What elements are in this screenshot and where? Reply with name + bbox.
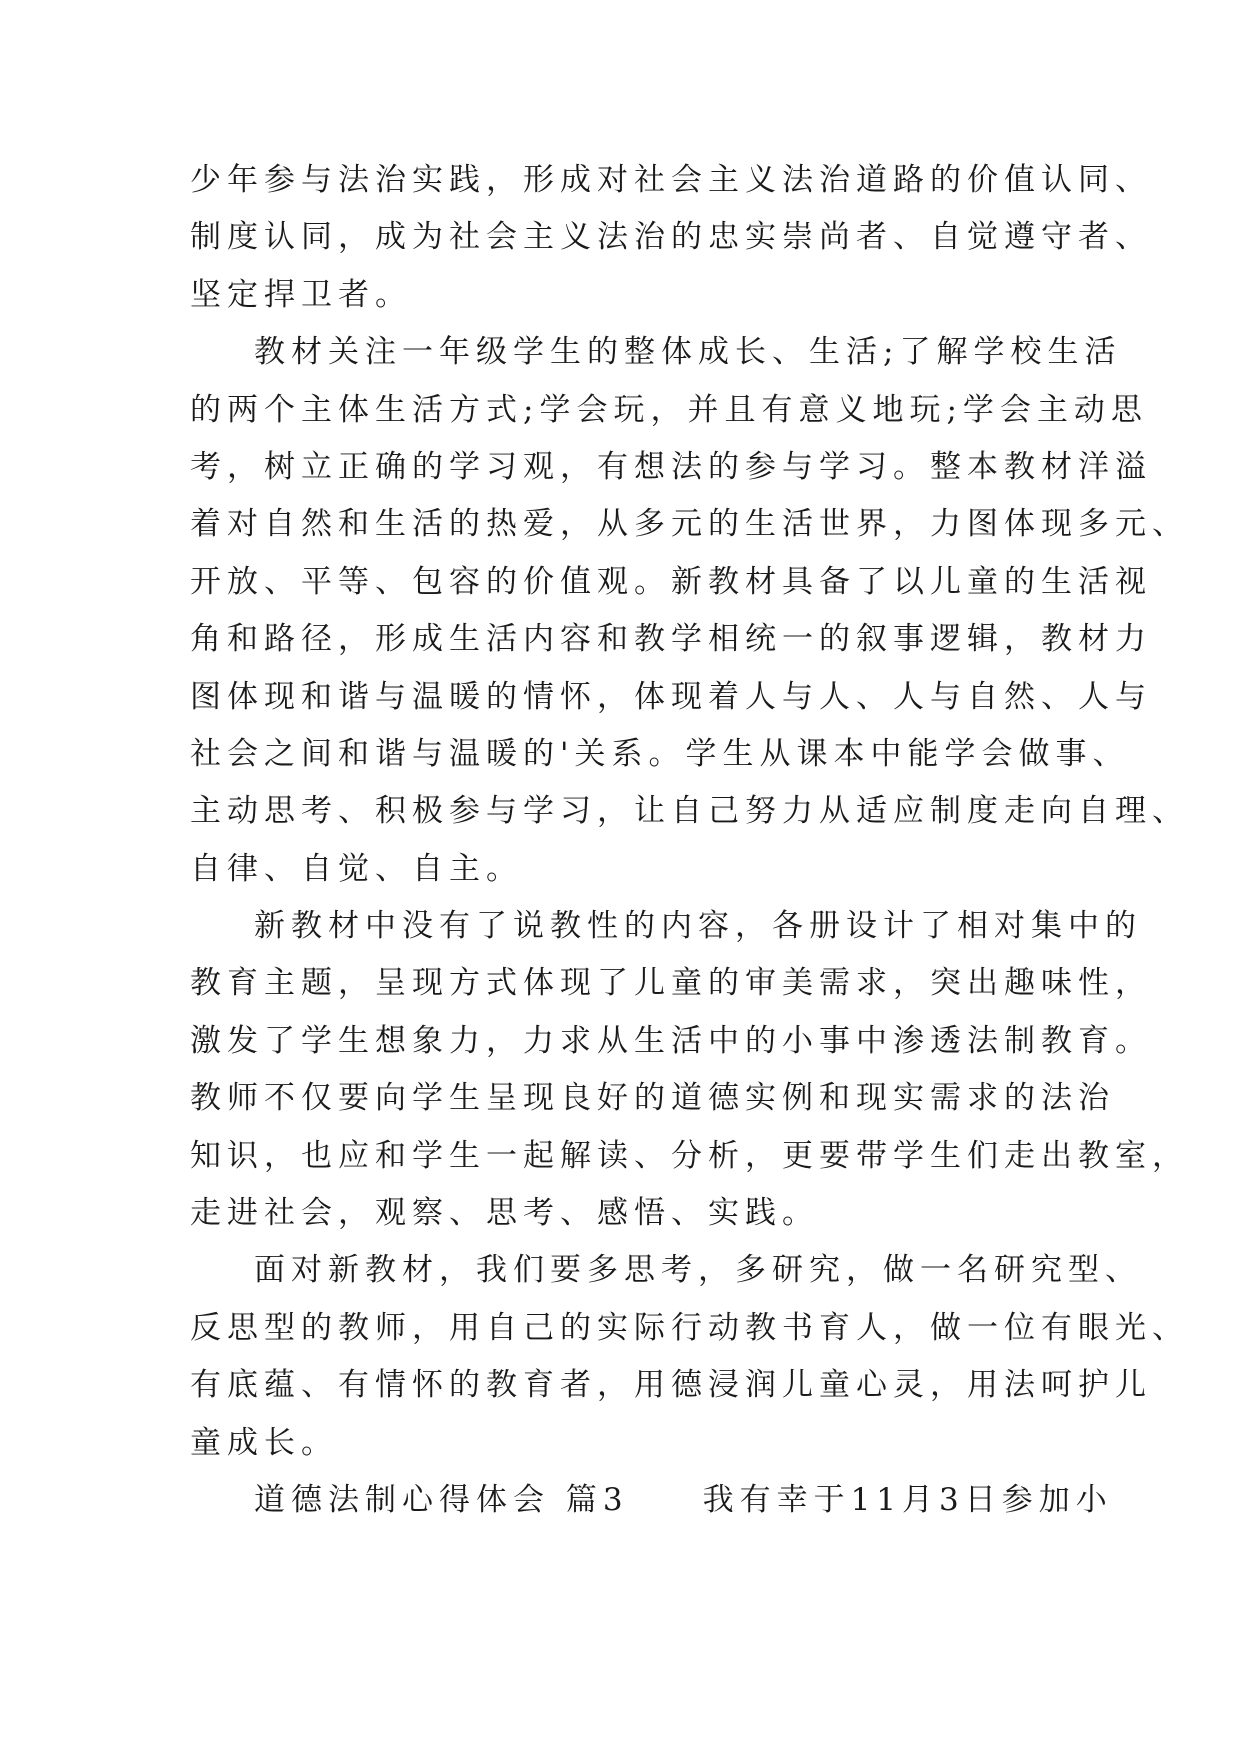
section-heading-line: 道德法制心得体会 篇3 我有幸于11月3日参加小	[254, 1481, 1113, 1518]
text-line: 自律、自觉、自主。	[190, 850, 523, 887]
text-line: 反思型的教师，用自己的实际行动教书育人，做一位有眼光、	[190, 1309, 1189, 1346]
text-line: 的两个主体生活方式;学会玩，并且有意义地玩;学会主动思	[190, 391, 1148, 428]
text-line: 少年参与法治实践，形成对社会主义法治道路的价值认同、	[190, 162, 1152, 198]
paragraph-start-line: 面对新教材，我们要多思考，多研究，做一名研究型、	[254, 1252, 1142, 1289]
text-line: 图体现和谐与温暖的情怀，体现着人与人、人与自然、人与	[190, 678, 1152, 715]
text-line: 走进社会，观察、思考、感悟、实践。	[190, 1195, 819, 1232]
paragraph-start-line: 新教材中没有了说教性的内容，各册设计了相对集中的	[254, 908, 1142, 945]
text-line: 童成长。	[190, 1424, 338, 1461]
text-line: 制度认同，成为社会主义法治的忠实崇尚者、自觉遵守者、	[190, 219, 1152, 256]
text-line: 考，树立正确的学习观，有想法的参与学习。整本教材洋溢	[190, 448, 1152, 485]
text-line: 主动思考、积极参与学习，让自己努力从适应制度走向自理、	[190, 793, 1189, 830]
text-line: 激发了学生想象力，力求从生活中的小事中渗透法制教育。	[190, 1022, 1152, 1059]
text-line: 坚定捍卫者。	[190, 276, 412, 313]
text-line: 着对自然和生活的热爱，从多元的生活世界，力图体现多元、	[190, 506, 1189, 543]
text-line: 教师不仅要向学生呈现良好的道德实例和现实需求的法治	[190, 1080, 1115, 1117]
text-line: 有底蕴、有情怀的教育者，用德浸润儿童心灵，用法呵护儿	[190, 1367, 1152, 1404]
text-line: 角和路径，形成生活内容和教学相统一的叙事逻辑，教材力	[190, 621, 1152, 658]
body-text	[190, 152, 1189, 1529]
text-line: 社会之间和谐与温暖的'关系。学生从课本中能学会做事、	[190, 735, 1130, 772]
paragraph-start-line: 教材关注一年级学生的整体成长、生活;了解学校生活	[254, 334, 1122, 371]
text-line: 开放、平等、包容的价值观。新教材具备了以儿童的生活视	[190, 563, 1152, 600]
text-line: 教育主题，呈现方式体现了儿童的审美需求，突出趣味性，	[190, 965, 1152, 1002]
text-line: 知识，也应和学生一起解读、分析，更要带学生们走出教室，	[190, 1137, 1189, 1174]
